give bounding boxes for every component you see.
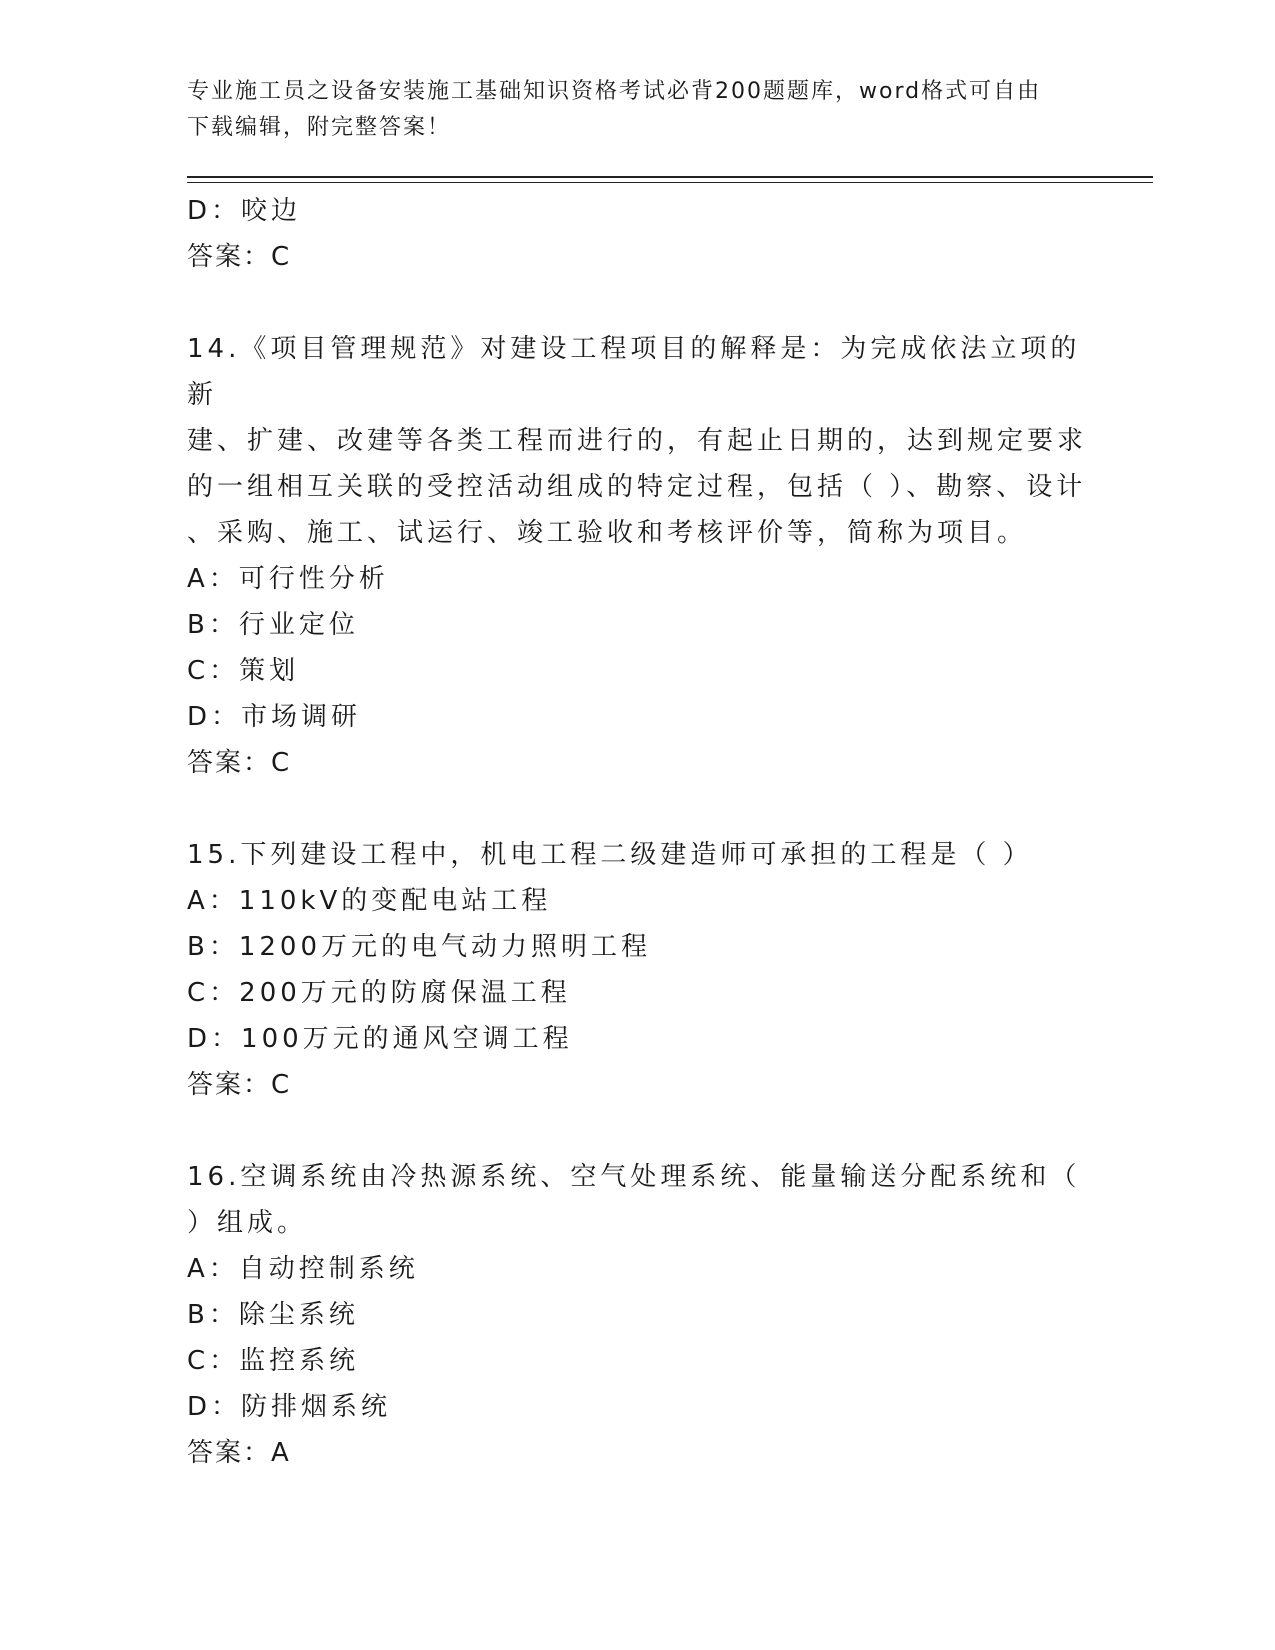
option-a: A：可行性分析 (187, 564, 389, 594)
header-divider-thick (187, 176, 1153, 178)
option-c: C：策划 (187, 656, 300, 686)
option-d: D：市场调研 (187, 702, 362, 732)
answer: 答案：A (187, 1438, 291, 1468)
prev-option-d: D：咬边 (187, 196, 302, 226)
question-stem-line: 建、扩建、改建等各类工程而进行的，有起止日期的，达到规定要求 (187, 426, 1088, 456)
document-header (187, 74, 1067, 146)
option-d: D：防排烟系统 (187, 1392, 392, 1422)
question-stem-line: ）组成。 (187, 1208, 308, 1238)
question-stem-line: 16.空调系统由冷热源系统、空气处理系统、能量输送分配系统和（ (187, 1162, 1081, 1192)
option-a: A：110kV的变配电站工程 (187, 886, 552, 916)
option-c: C：监控系统 (187, 1346, 360, 1376)
header-line-1: 专业施工员之设备安装施工基础知识资格考试必背200题题库，word格式可自由 (187, 79, 1042, 104)
question-stem-line: 、采购、施工、试运行、竣工验收和考核评价等，简称为项目。 (187, 518, 1028, 548)
question-stem-line: 15.下列建设工程中，机电工程二级建造师可承担的工程是（ ） (187, 840, 1033, 870)
question-14 (187, 326, 1087, 786)
prev-answer: 答案：C (187, 242, 292, 272)
question-stem-line: 14.《项目管理规范》对建设工程项目的解释是：为完成依法立项的新 (187, 334, 1081, 410)
header-line-2: 下载编辑，附完整答案！ (187, 115, 452, 140)
option-b: B：行业定位 (187, 610, 359, 640)
option-a: A：自动控制系统 (187, 1254, 419, 1284)
question-15 (187, 832, 1087, 1108)
option-b: B：1200万元的电气动力照明工程 (187, 932, 652, 962)
question-stem-line: 的一组相互关联的受控活动组成的特定过程，包括（ ）、勘察、设计 (187, 472, 1087, 502)
question-16 (187, 1154, 1087, 1476)
answer: 答案：C (187, 748, 292, 778)
answer: 答案：C (187, 1070, 292, 1100)
option-b: B：除尘系统 (187, 1300, 359, 1330)
header-divider-thin (187, 182, 1153, 183)
option-c: C：200万元的防腐保温工程 (187, 978, 571, 1008)
option-d: D：100万元的通风空调工程 (187, 1024, 573, 1054)
question-content (187, 188, 1087, 1476)
